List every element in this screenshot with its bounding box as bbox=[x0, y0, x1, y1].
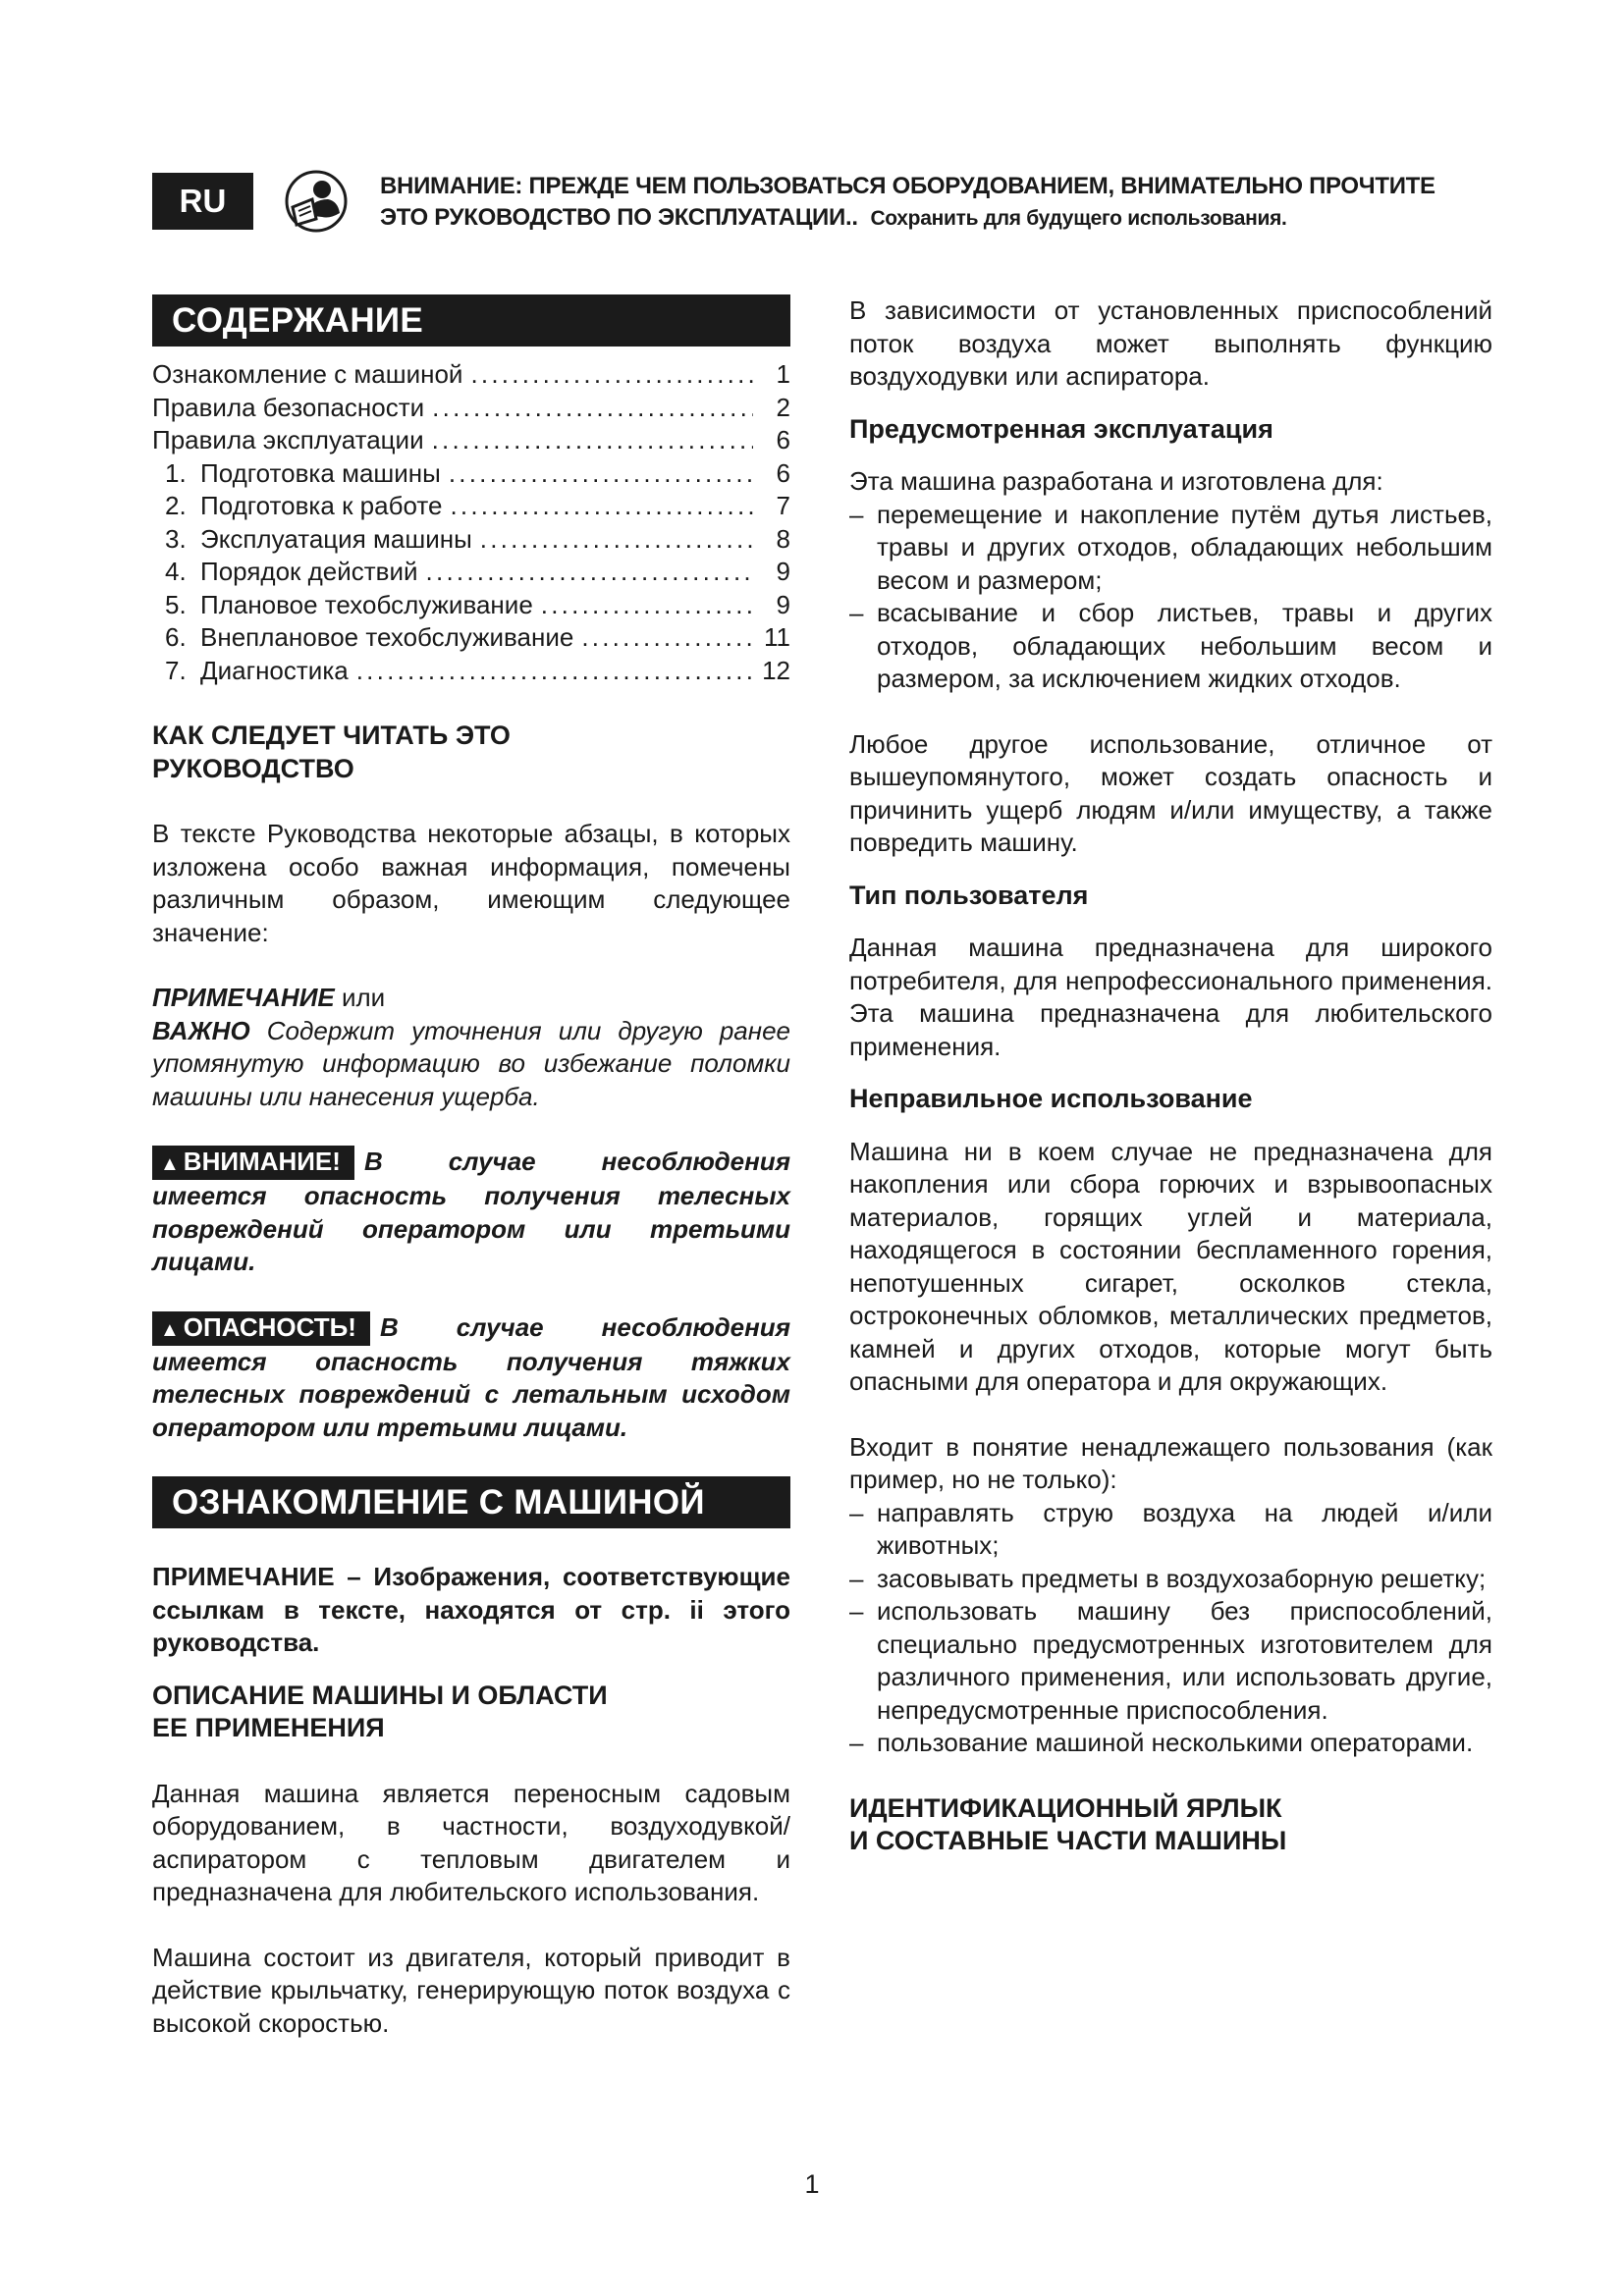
header-warning bbox=[380, 171, 1435, 235]
description-paragraph: Данная машина является переносным садовым оборудованием, в частности, воздуходувкой/аспиратором с тепловым двигателем и предназначена для любительского использования. bbox=[152, 1778, 790, 1906]
danger-triangle-icon: ▲ bbox=[160, 1318, 180, 1341]
right-column bbox=[849, 294, 1492, 1858]
important-legend: ВАЖНО Содержит уточнения или другую ранее упомянутую информацию во избежание поломки машины или нанесения ущерба. bbox=[152, 1015, 790, 1111]
other-use-paragraph: Любое другое использование, отличное от вышеупомянутого, может создать опасность и причинить ущерб людям и/или имуществу, а также повредить машину. bbox=[849, 728, 1492, 857]
header-warning-line1: ВНИМАНИЕ: ПРЕЖДЕ ЧЕМ ПОЛЬЗОВАТЬСЯ ОБОРУДОВАНИЕМ, ВНИМАТЕЛЬНО ПРОЧТИТЕ bbox=[380, 173, 1435, 199]
improper-use-list bbox=[849, 1497, 1492, 1760]
attachments-paragraph: В зависимости от установленных приспособлений поток воздуха может выполнять функцию воздуходувки или аспиратора. bbox=[849, 295, 1492, 391]
intended-use-list bbox=[849, 499, 1492, 696]
danger-tag: ▲ ОПАСНОСТЬ! bbox=[152, 1311, 370, 1346]
description-heading: ОПИСАНИЕ МАШИНЫ И ОБЛАСТИ ЕЕ ПРИМЕНЕНИЯ bbox=[152, 1680, 608, 1742]
note-legend: ПРИМЕЧАНИЕ или bbox=[152, 983, 386, 1012]
list-item: – перемещение и накопление путём дутья листьев, травы и других отходов, обладающих небольшим весом и размером; bbox=[849, 499, 1492, 598]
page-number: 1 bbox=[804, 2169, 820, 2199]
toc-title: СОДЕРЖАНИЕ bbox=[152, 294, 790, 347]
read-manual-icon bbox=[283, 170, 350, 233]
list-item: – всасывание и сбор листьев, травы и других отходов, обладающих небольшим весом и размером, за исключением жидких отходов. bbox=[849, 597, 1492, 696]
toc-item[interactable]: 1. Подготовка машины . . . 6 bbox=[152, 457, 790, 491]
list-item: – направлять струю воздуха на людей и/или животных; bbox=[849, 1497, 1492, 1563]
how-to-read-heading: КАК СЛЕДУЕТ ЧИТАТЬ ЭТО РУКОВОДСТВО bbox=[152, 721, 511, 783]
toc-item[interactable]: 4. Порядок действий . . . 9 bbox=[152, 556, 790, 589]
header-warning-keep: Сохранить для будущего использования. bbox=[870, 207, 1287, 230]
user-type-paragraph: Данная машина предназначена для широкого потребителя, для непрофессионального применения. Эта машина предназначена для любительского применения. bbox=[849, 933, 1492, 1061]
intro-section-title: ОЗНАКОМЛЕНИЕ С МАШИНОЙ bbox=[152, 1476, 790, 1528]
user-type-heading: Тип пользователя bbox=[849, 880, 1089, 910]
toc-item[interactable]: 5. Плановое техобслуживание . . . 9 bbox=[152, 589, 790, 622]
list-item: – пользование машиной несколькими операторами. bbox=[849, 1727, 1492, 1760]
misuse-paragraph: Машина ни в коем случае не предназначена для накопления или сбора горючих и взрывоопасных материалов, горящих углей и материала, находящегося в состоянии беспламенного горения, непотушенных сигарет, осколков стекла, остроконечных обломков, металлических предметов, камней и других отходов, которые могут быть опасными для оператора и для окружающих. bbox=[849, 1136, 1492, 1396]
left-column bbox=[152, 294, 790, 2040]
toc-item[interactable]: Правила эксплуатации . . . 6 bbox=[152, 424, 790, 457]
toc-item[interactable]: Ознакомление с машиной . . . 1 bbox=[152, 358, 790, 392]
list-item: – использовать машину без приспособлений, специально предусмотренных изготовителем для различного применения, или использовать другие, непредусмотренные приспособления. bbox=[849, 1595, 1492, 1727]
toc-item[interactable]: 6. Внеплановое техобслуживание . . . 11 bbox=[152, 621, 790, 655]
images-note: ПРИМЕЧАНИЕ – Изображения, соответствующие ссылкам в тексте, находятся от стр. ii этого руководства. bbox=[152, 1562, 790, 1657]
warning-legend: ▲ ВНИМАНИЕ! В случае несоблюдения имеется опасность получения телесных повреждений оператором или третьими лицами. bbox=[152, 1147, 790, 1276]
table-of-contents bbox=[152, 358, 790, 687]
danger-legend: ▲ ОПАСНОСТЬ! В случае несоблюдения имеется опасность получения тяжких телесных повреждений с летальным исходом оператором или третьими лицами. bbox=[152, 1311, 790, 1442]
intended-use-heading: Предусмотренная эксплуатация bbox=[849, 413, 1273, 444]
page-header bbox=[152, 170, 1488, 239]
toc-item[interactable]: 3. Эксплуатация машины . . . 8 bbox=[152, 523, 790, 557]
header-warning-line2: ЭТО РУКОВОДСТВО ПО ЭКСПЛУАТАЦИИ.. bbox=[380, 204, 858, 231]
warning-triangle-icon: ▲ bbox=[160, 1153, 180, 1175]
toc-item[interactable]: 7. Диагностика . . . 12 bbox=[152, 655, 790, 688]
improper-use-intro: Входит в понятие ненадлежащего пользования (как пример, но не только): bbox=[849, 1431, 1492, 1494]
engine-paragraph: Машина состоит из двигателя, который приводит в действие крыльчатку, генерирующую поток воздуха с высокой скоростью. bbox=[152, 1942, 790, 2038]
id-label-heading: ИДЕНТИФИКАЦИОННЫЙ ЯРЛЫК И СОСТАВНЫЕ ЧАСТИ МАШИНЫ bbox=[849, 1792, 1287, 1855]
language-badge: RU bbox=[152, 173, 253, 230]
list-item: – засовывать предметы в воздухозаборную решетку; bbox=[849, 1563, 1492, 1596]
how-to-read-intro: В тексте Руководства некоторые абзацы, в которых изложена особо важная информация, помечены различным образом, имеющим следующее значение: bbox=[152, 819, 790, 947]
toc-item[interactable]: Правила безопасности . . . 2 bbox=[152, 392, 790, 425]
toc-item[interactable]: 2. Подготовка к работе . . . 7 bbox=[152, 490, 790, 523]
warning-tag: ▲ ВНИМАНИЕ! bbox=[152, 1146, 354, 1180]
misuse-heading: Неправильное использование bbox=[849, 1084, 1253, 1113]
intended-use-intro: Эта машина разработана и изготовлена для: bbox=[849, 466, 1383, 496]
